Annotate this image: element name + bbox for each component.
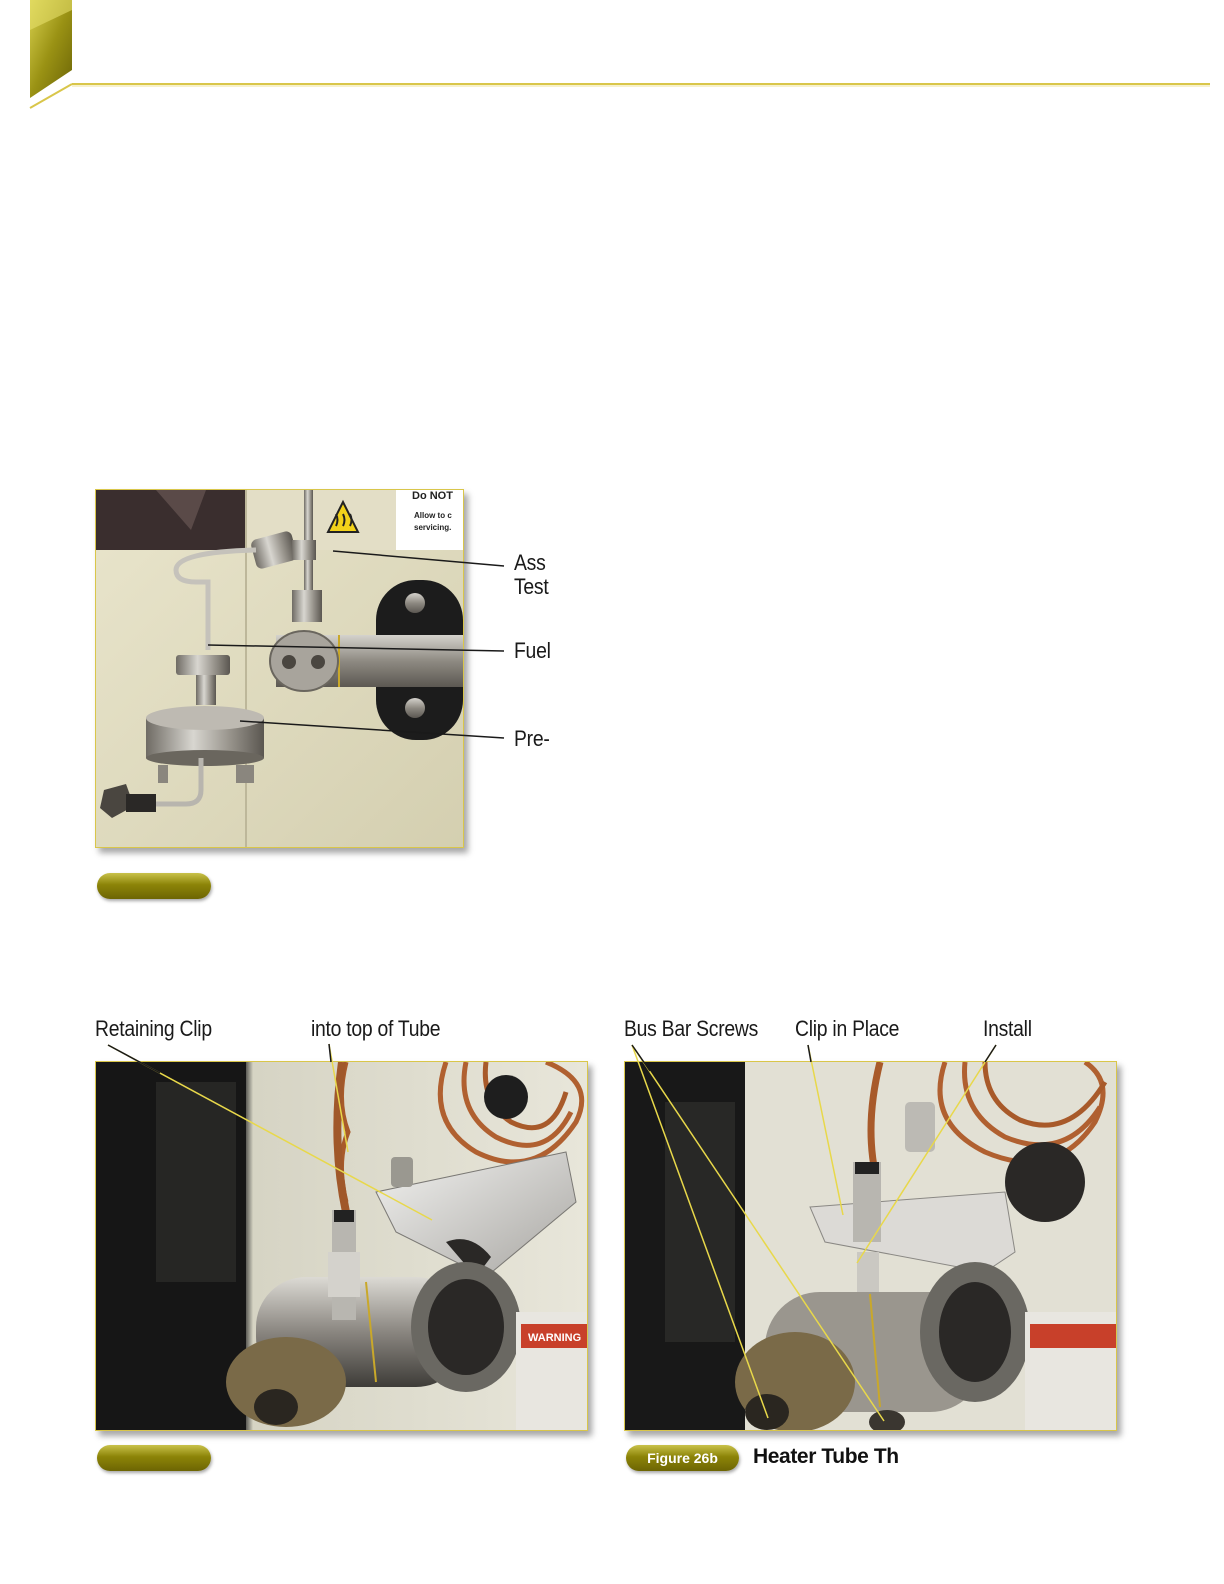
photo-fuel-assembly	[95, 489, 464, 848]
figure-badge-left	[97, 1445, 211, 1471]
figure-26b-title: Heater Tube Th	[753, 1445, 899, 1468]
warning-sign-text-2: Allow to c	[414, 511, 452, 520]
figure-badge-26b: Figure 26b	[626, 1445, 739, 1471]
warning-sign-text-1: Do NOT	[412, 490, 453, 502]
callout-pre: Pre-	[514, 726, 550, 751]
warning-sign-text-3: servicing.	[414, 523, 452, 532]
callout-fuel: Fuel	[514, 638, 551, 663]
figure-badge-top	[97, 873, 211, 899]
photo-retaining-clip	[95, 1061, 588, 1431]
callout-assembly: Ass	[514, 550, 546, 575]
callout-clip-in-place: Clip in Place	[795, 1016, 900, 1041]
callout-into-top-of-tube: into top of Tube	[311, 1016, 441, 1041]
header-decoration	[0, 0, 1224, 120]
callout-retaining-clip: Retaining Clip	[95, 1016, 212, 1041]
warning-label-text: WARNING	[528, 1332, 582, 1344]
photo-clip-in-place	[624, 1061, 1117, 1431]
callout-install: Install	[983, 1016, 1032, 1041]
callout-test: Test	[514, 574, 549, 599]
callout-bus-bar-screws: Bus Bar Screws	[624, 1016, 759, 1041]
